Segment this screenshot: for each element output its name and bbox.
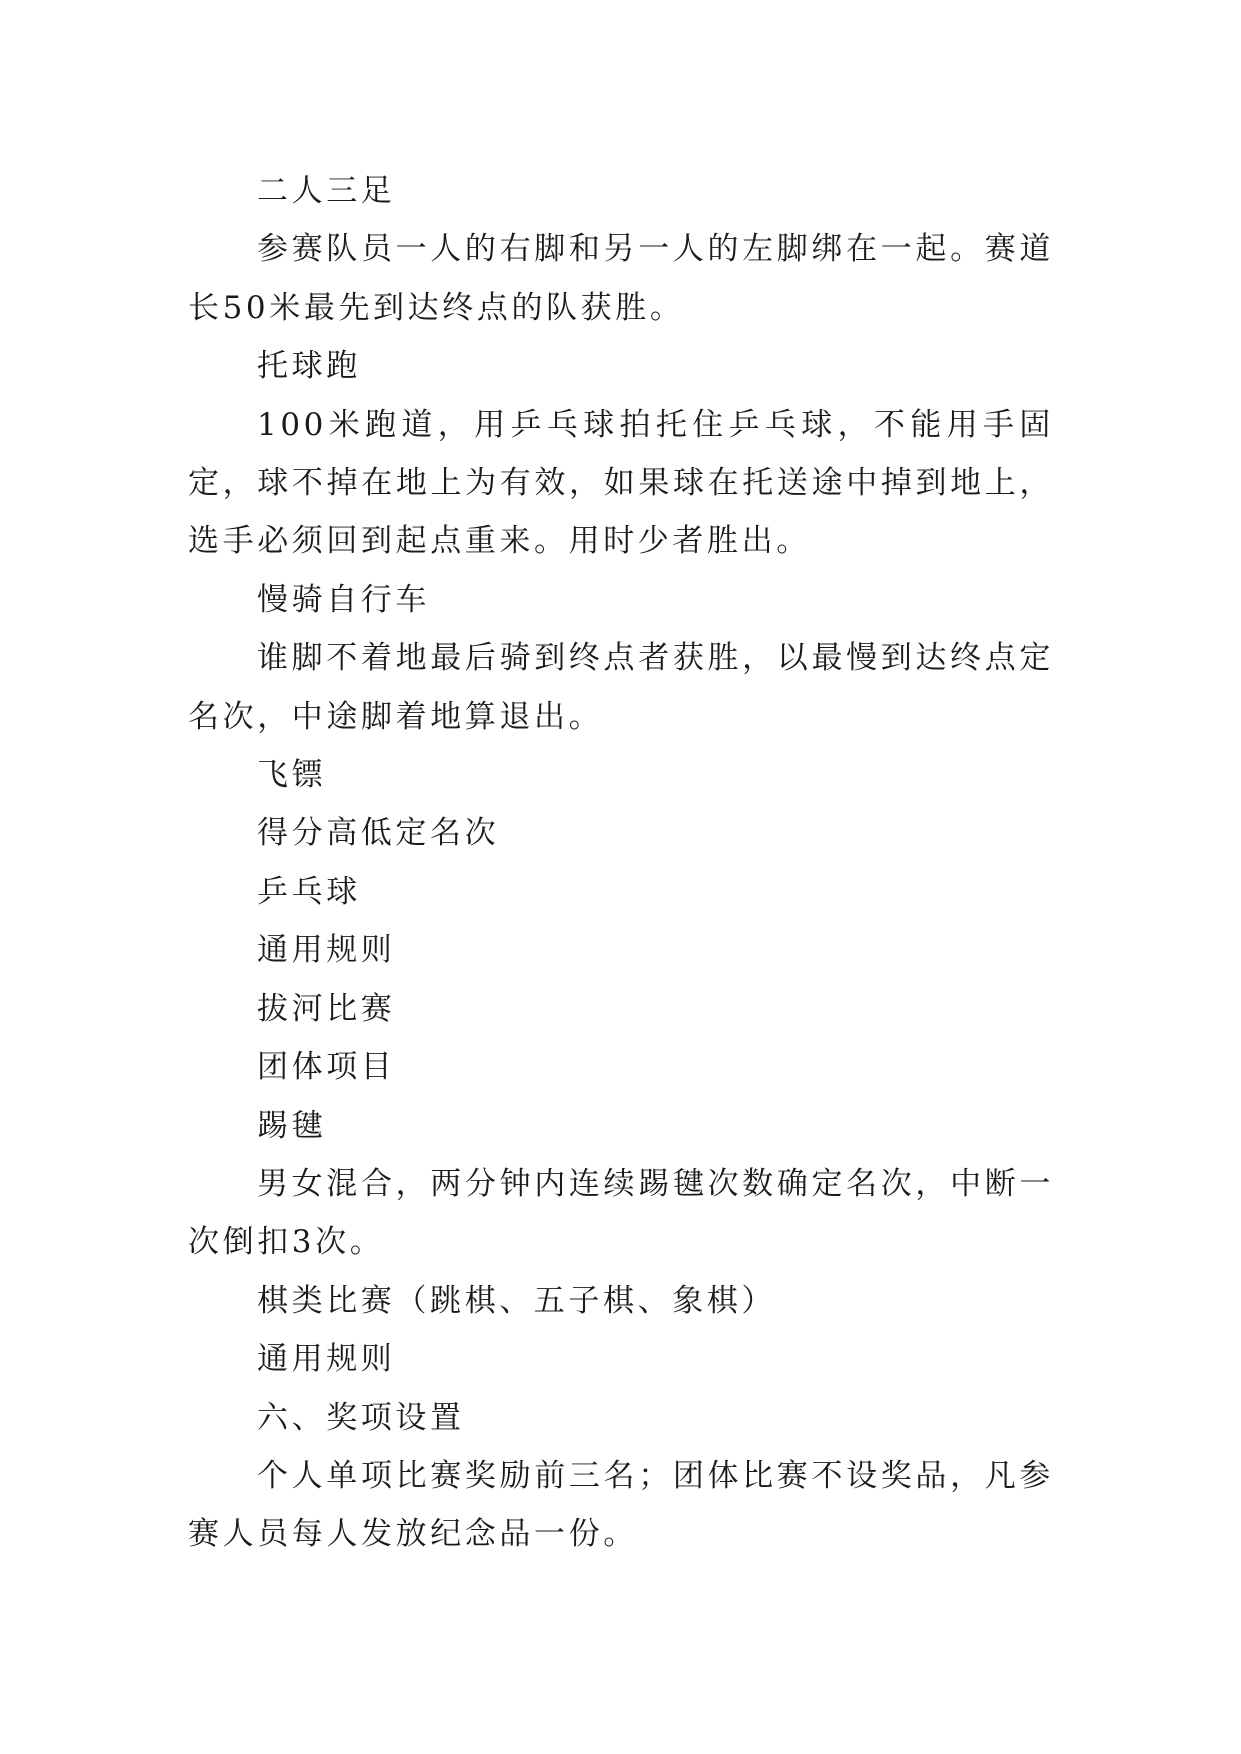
paragraph-ball-carry-run-rules: 100米跑道，用乒乓球拍托住乒乓球，不能用手固定，球不掉在地上为有效，如果球在托送途中掉到地上，选手必须回到起点重来。用时少者胜出。: [188, 406, 1054, 560]
paragraph-tug-of-war-rules: 团体项目: [257, 1049, 396, 1086]
paragraph-awards-details: 个人单项比赛奖励前三名；团体比赛不设奖品，凡参赛人员每人发放纪念品一份。: [188, 1457, 1054, 1553]
section-heading-slow-cycling: 慢骑自行车: [257, 581, 430, 618]
section-heading-awards: 六、奖项设置: [257, 1399, 465, 1436]
paragraph-shuttlecock-rules: 男女混合，两分钟内连续踢毽次数确定名次，中断一次倒扣3次。: [188, 1165, 1054, 1261]
section-heading-tug-of-war: 拔河比赛: [257, 990, 396, 1027]
paragraph-table-tennis-rules: 通用规则: [257, 932, 396, 969]
paragraph-darts-rules: 得分高低定名次: [257, 815, 500, 852]
paragraph-two-people-three-legs-rules: 参赛队员一人的右脚和另一人的左脚绑在一起。赛道长50米最先到达终点的队获胜。: [188, 231, 1054, 326]
section-heading-two-people-three-legs: 二人三足: [257, 173, 396, 209]
section-heading-table-tennis: 乒乓球: [257, 873, 361, 910]
section-heading-ball-carry-run: 托球跑: [257, 348, 361, 385]
document-body: [188, 162, 1054, 1564]
paragraph-slow-cycling-rules: 谁脚不着地最后骑到终点者获胜，以最慢到达终点定名次，中途脚着地算退出。: [188, 640, 1054, 735]
paragraph-board-games-rules: 通用规则: [257, 1341, 396, 1378]
section-heading-board-games: 棋类比赛（跳棋、五子棋、象棋）: [257, 1282, 776, 1319]
section-heading-darts: 飞镖: [257, 757, 327, 794]
section-heading-shuttlecock: 踢毽: [257, 1107, 327, 1144]
